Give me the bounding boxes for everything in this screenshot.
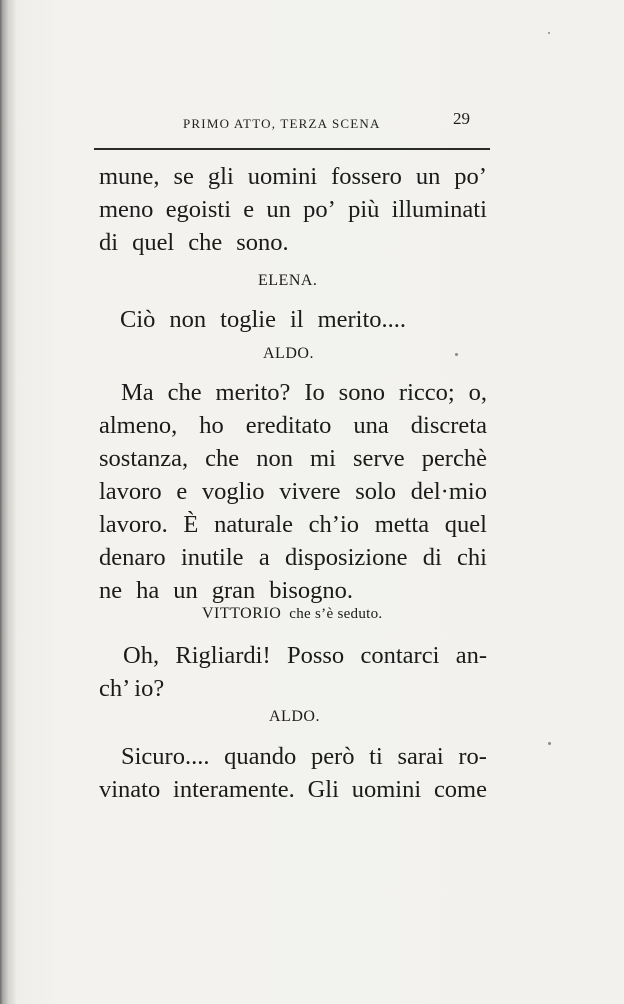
word: e (176, 478, 188, 505)
text-line (99, 409, 487, 442)
speaker-name-aldo (269, 708, 320, 726)
paragraph-aldo (99, 376, 487, 607)
word: uomini (247, 163, 318, 190)
word: mune, (99, 163, 160, 190)
word: però (310, 743, 355, 770)
word: po’ (303, 196, 336, 223)
word: Ciò (120, 306, 156, 333)
word: ricco; (398, 379, 455, 406)
word: ti (369, 743, 383, 770)
stage-direction: che s’è seduto. (289, 606, 383, 622)
word: interamente. (173, 776, 295, 803)
word: chi (457, 544, 487, 571)
word: illuminati (391, 196, 487, 223)
word: più (348, 196, 380, 223)
word: lavoro. (99, 511, 168, 538)
word: quel (132, 229, 175, 256)
word: Oh, (123, 642, 160, 669)
word: perchè (421, 445, 487, 472)
word: uomini (351, 776, 422, 803)
page-number: 29 (453, 109, 470, 128)
text-line (99, 773, 487, 806)
word: merito.... (317, 306, 407, 333)
speaker-label: ELENA. (258, 272, 318, 289)
word: È (183, 511, 199, 538)
word: contarci (360, 642, 440, 669)
word: an- (455, 642, 487, 669)
word: ereditato (245, 412, 332, 439)
paragraph-continuation (99, 160, 487, 259)
running-title: PRIMO ATTO, TERZA SCENA (183, 116, 381, 131)
word: gran (211, 577, 256, 604)
word: fossero (331, 163, 402, 190)
word: di (422, 544, 442, 571)
word: non (169, 306, 207, 333)
word: Rigliardi! (175, 642, 271, 669)
speaker-label: ALDO. (269, 708, 320, 725)
word: come (433, 776, 487, 803)
word: che (167, 379, 202, 406)
word: egoisti (165, 196, 232, 223)
word: ro- (458, 743, 487, 770)
word: solo (355, 478, 397, 505)
word: Posso (286, 642, 345, 669)
word: che (205, 445, 240, 472)
word: o, (468, 379, 487, 406)
word: sarai (397, 743, 444, 770)
word: ch’ (99, 675, 131, 702)
word: ch’io (308, 511, 359, 538)
text-line (99, 442, 487, 475)
word: il (289, 306, 304, 333)
word: del·mio (410, 478, 487, 505)
paragraph-aldo-2 (99, 740, 487, 806)
word: di (99, 229, 119, 256)
word: Io (304, 379, 325, 406)
word: metta (374, 511, 430, 538)
word: serve (352, 445, 405, 472)
word: quel (444, 511, 487, 538)
word: che (188, 229, 223, 256)
word: discreta (410, 412, 487, 439)
speaker-label: ALDO. (263, 345, 314, 362)
word: ne (99, 577, 123, 604)
word: denaro (99, 544, 166, 571)
text-line (99, 541, 487, 574)
text-line (99, 639, 487, 672)
text-line (99, 740, 487, 773)
word: ha (136, 577, 160, 604)
text-line (99, 160, 487, 193)
paper-speck (548, 32, 550, 34)
word: vivere (279, 478, 341, 505)
word: un (415, 163, 441, 190)
word: a (258, 544, 270, 571)
word: merito? (215, 379, 291, 406)
word: sono. (236, 229, 289, 256)
word: se (173, 163, 194, 190)
text-line (99, 226, 487, 259)
speaker-name-elena (258, 272, 317, 290)
word: non (256, 445, 293, 472)
header-rule (94, 148, 490, 150)
word: Gli (307, 776, 339, 803)
text-line (99, 376, 487, 409)
text-line (99, 475, 487, 508)
word: sono (338, 379, 385, 406)
word: bisogno. (269, 577, 354, 604)
paragraph-vittorio (99, 639, 487, 705)
speaker-label: VITTORIO (202, 605, 282, 622)
word: quando (224, 743, 297, 770)
word: sostanza, (99, 445, 189, 472)
speaker-name-vittorio (202, 605, 382, 623)
text-line (99, 508, 487, 541)
paragraph-elena (120, 303, 508, 336)
word: disposizione (284, 544, 408, 571)
word: un (173, 577, 198, 604)
word: Sicuro.... (121, 743, 210, 770)
word: ho (199, 412, 224, 439)
word: toglie (220, 306, 276, 333)
text-line (99, 574, 487, 607)
word: lavoro (99, 478, 162, 505)
text-line (99, 193, 487, 226)
speaker-name-aldo (263, 345, 314, 363)
word: una (353, 412, 389, 439)
word: inutile (180, 544, 244, 571)
word: voglio (201, 478, 265, 505)
paper-speck (548, 742, 551, 745)
word: meno (99, 196, 154, 223)
word: gli (207, 163, 234, 190)
word: io? (134, 675, 165, 702)
text-line (99, 672, 487, 705)
word: almeno, (99, 412, 178, 439)
word: naturale (214, 511, 293, 538)
word: po’ (454, 163, 487, 190)
word: vinato (99, 776, 161, 803)
word: Ma (121, 379, 154, 406)
word: e (243, 196, 255, 223)
word: un (266, 196, 291, 223)
paper-speck (455, 353, 458, 356)
word: mi (310, 445, 336, 472)
text-line (120, 303, 508, 336)
page-gutter-shadow (0, 0, 16, 1004)
